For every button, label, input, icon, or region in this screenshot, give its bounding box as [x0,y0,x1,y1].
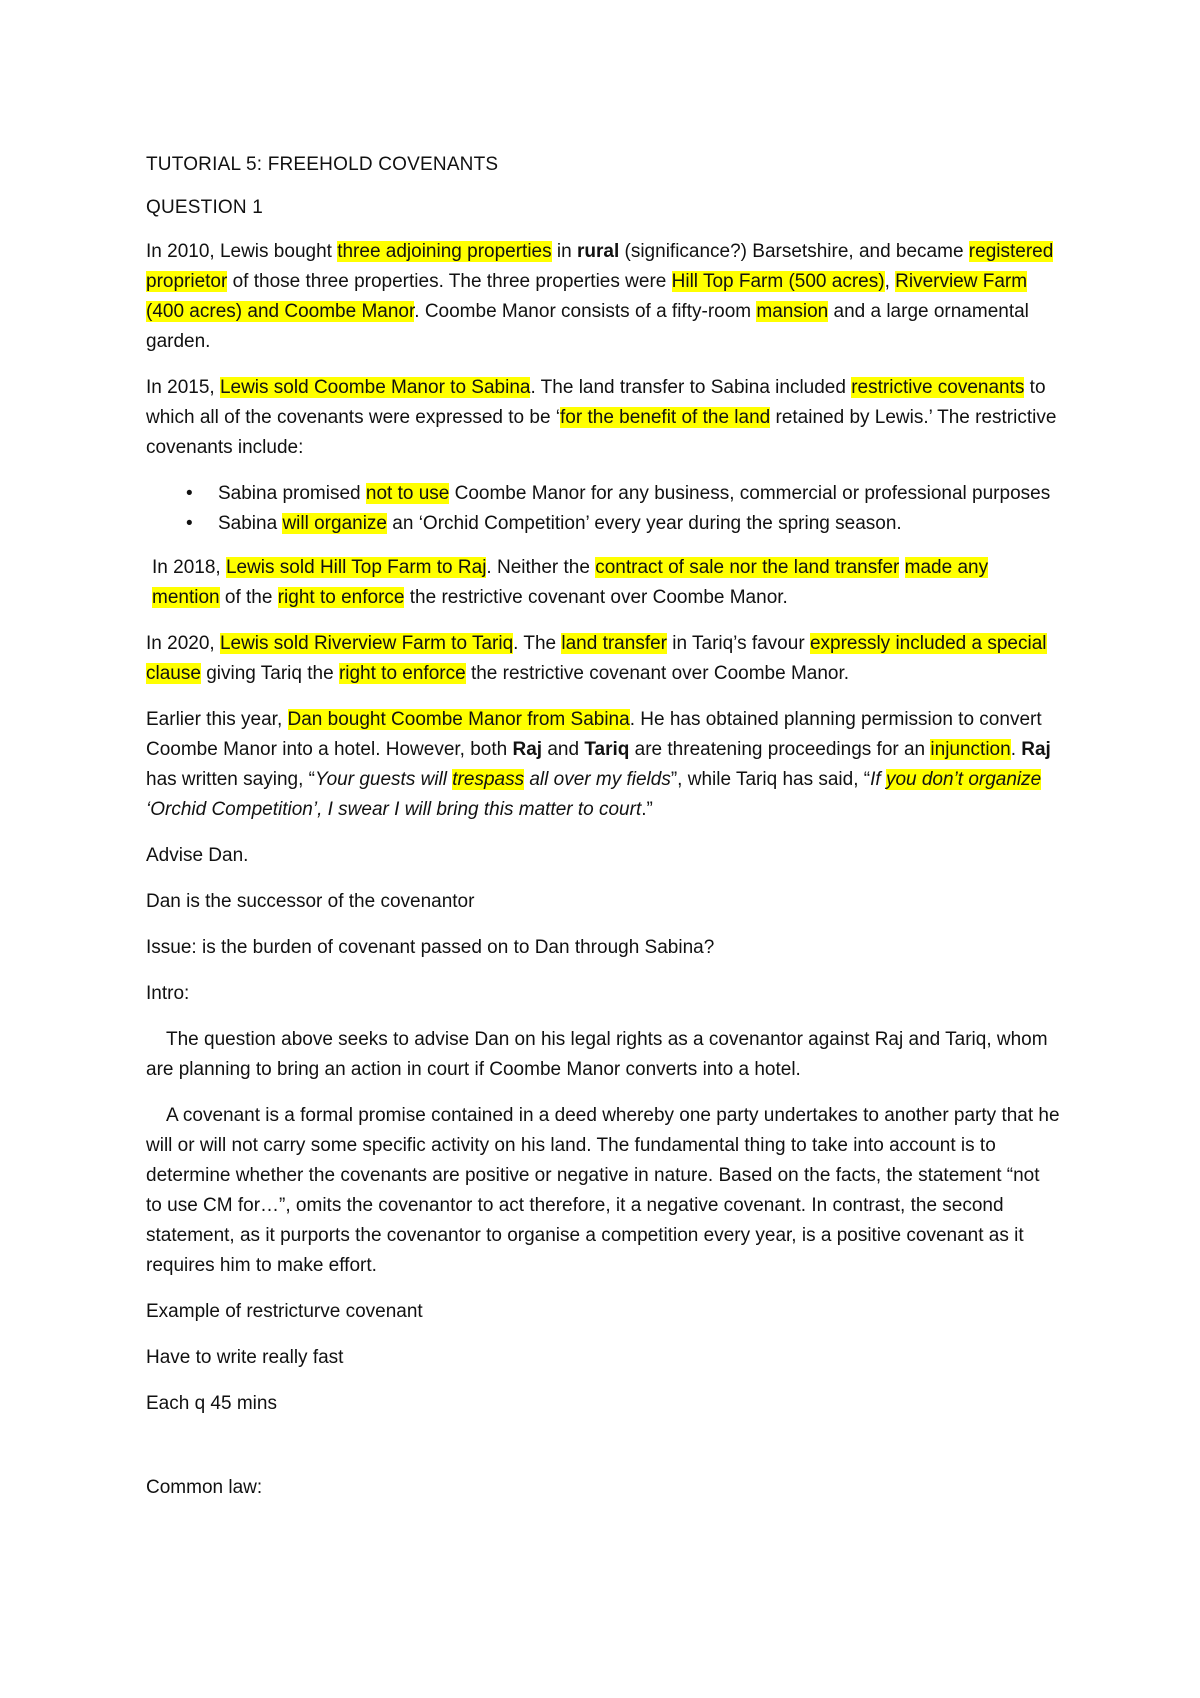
highlight: made any mention [152,557,989,608]
highlight: land transfer [561,633,667,654]
highlight: Riverview Farm (400 acres) and Coombe Manor [146,271,1028,322]
highlight: contract of sale nor the land transfer [595,557,900,578]
highlight: registered proprietor [146,241,1054,292]
highlight: Hill Top Farm (500 acres) [671,271,885,292]
highlight: injunction [930,739,1011,760]
highlight: expressly included a special clause [146,633,1047,684]
intro-label: Intro: [146,983,190,1004]
highlight: Lewis sold Hill Top Farm to Raj [225,557,487,578]
note-write-fast: Have to write really fast [146,1347,344,1368]
bold-term: Tariq [584,739,630,760]
list-item: • Sabina promised not to use Coombe Manor for any business, commercial or professional purposes [146,479,1060,509]
highlight: not to use [365,483,450,504]
paragraph-facts-2018: In 2018, Lewis sold Hill Top Farm to Raj. Neither the contract of sale nor the land transfer made any mention of the right to enforce the restrictive covenant over Coombe Manor. [152,557,989,608]
highlight: Dan bought Coombe Manor from Sabina [287,709,630,730]
paragraph-facts-current: Earlier this year, Dan bought Coombe Manor from Sabina. He has obtained planning permission to convert Coombe Manor into a hotel. However, both Raj and Tariq are threatening proceedings for an injunction. Raj has written saying, “Your guests will trespass all over my fields”, while Tariq has said, “If you don’t organize ‘Orchid Competition’, I swear I will bring this matter to court.” [146,709,1051,820]
highlight: Lewis sold Riverview Farm to Tariq [219,633,514,654]
highlight: for the benefit of the land [560,407,771,428]
highlight: right to enforce [277,587,405,608]
successor-note: Dan is the successor of the covenantor [146,891,475,912]
note-example: Example of restricturve covenant [146,1301,423,1322]
paragraph-facts-2020: In 2020, Lewis sold Riverview Farm to Tariq. The land transfer in Tariq’s favour expressly included a special clause giving Tariq the right to enforce the restrictive covenant over Coombe Manor. [146,633,1047,684]
bold-term: rural [576,241,620,262]
note-time: Each q 45 mins [146,1393,277,1414]
paragraph-facts-2010: In 2010, Lewis bought three adjoining properties in rural (significance?) Barsetshire, and became registered proprietor of those three properties. The three properties were Hill Top Farm (500 acres), Riverview Farm (400 acres) and Coombe Manor. Coombe Manor consists of a fifty-room mansion and a large ornamental garden. [146,241,1054,352]
highlight: will organize [282,513,387,534]
list-item: • Sabina will organize an ‘Orchid Competition’ every year during the spring season. [146,509,1060,539]
highlight: right to enforce [338,663,466,684]
issue-line: Issue: is the burden of covenant passed on to Dan through Sabina? [146,937,715,958]
advise-line: Advise Dan. [146,845,249,866]
question-label: QUESTION 1 [146,197,264,218]
document-title: TUTORIAL 5: FREEHOLD COVENANTS [146,154,499,175]
common-law-heading: Common law: [146,1477,263,1498]
highlight: Lewis sold Coombe Manor to Sabina [219,377,531,398]
bold-term: Raj [1021,739,1051,760]
highlight: mansion [756,301,829,322]
highlight: three adjoining properties [337,241,552,262]
highlight: you don’t organize [885,769,1042,790]
paragraph-facts-2015: In 2015, Lewis sold Coombe Manor to Sabina. The land transfer to Sabina included restrictive covenants to which all of the covenants were expressed to be ‘for the benefit of the land retained by Lewis.’ The restrictive covenants include: [146,377,1057,458]
highlight: trespass [452,769,525,790]
highlight: restrictive covenants [851,377,1025,398]
intro-paragraph-2: A covenant is a formal promise contained in a deed whereby one party undertakes to another party that he will or will not carry some specific activity on his land. The fundamental thing to take into account is to determine whether the covenants are positive or negative in nature. Based on the facts, the statement “not to use CM for…”, omits the covenantor to act therefore, it a negative covenant. In contrast, the second statement, as it purports the covenantor to organise a competition every year, is a positive covenant as it requires him to make effort. [146,1105,1060,1276]
bold-term: Raj [512,739,543,760]
intro-paragraph-1: The question above seeks to advise Dan on his legal rights as a covenantor against Raj and Tariq, whom are planning to bring an action in court if Coombe Manor converts into a hotel. [146,1029,1048,1080]
covenant-list [146,479,1060,539]
